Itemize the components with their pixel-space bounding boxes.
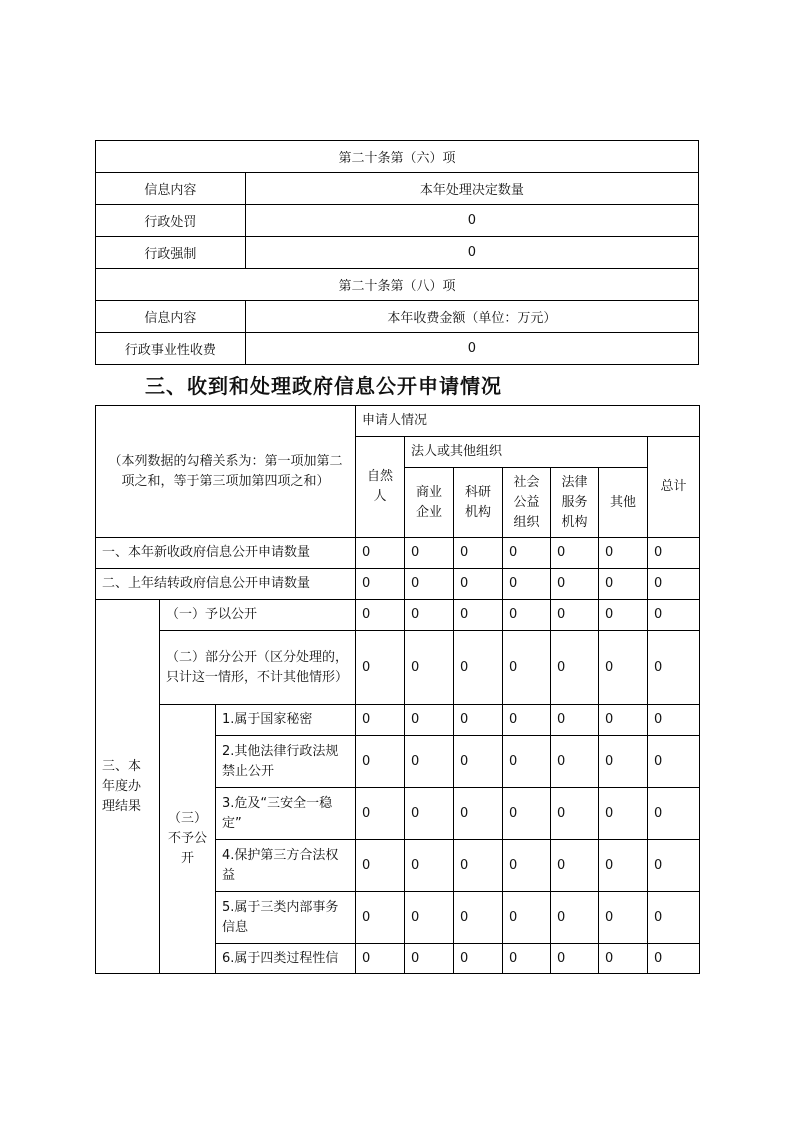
cell: 0 [503, 944, 551, 974]
cell: 0 [454, 840, 503, 892]
cell: 0 [599, 569, 648, 600]
cell: 0 [503, 631, 551, 705]
cell: 0 [503, 736, 551, 788]
cell: 0 [503, 600, 551, 631]
table-row [96, 237, 699, 269]
table-row [96, 141, 699, 173]
row-label: 2.其他法律行政法规禁止公开 [216, 736, 356, 788]
application-stats-table [95, 405, 700, 974]
cell: 0 [503, 705, 551, 736]
cell: 0 [454, 600, 503, 631]
cell: 0 [405, 705, 454, 736]
table-row [96, 569, 700, 600]
other-header: 其他 [599, 468, 648, 538]
table-row [96, 269, 699, 301]
cell: 0 [648, 569, 700, 600]
cell: 0 [648, 736, 700, 788]
cell: 0 [551, 569, 599, 600]
cell: 0 [405, 788, 454, 840]
cell: 0 [503, 569, 551, 600]
section-title: 三、收到和处理政府信息公开申请情况 [145, 374, 502, 398]
table-row [96, 705, 700, 736]
table-row [96, 173, 699, 205]
cell: 0 [503, 788, 551, 840]
relationship-note: （本列数据的勾稽关系为：第一项加第二项之和，等于第三项加第四项之和） [96, 406, 356, 538]
cell: 0 [405, 631, 454, 705]
cell: 0 [648, 631, 700, 705]
cell: 0 [356, 788, 405, 840]
row-value: 0 [245, 237, 698, 269]
cell: 0 [405, 600, 454, 631]
cell: 0 [648, 944, 700, 974]
column-header: 信息内容 [96, 173, 246, 205]
natural-person-header: 自然人 [356, 437, 405, 538]
cell: 0 [454, 631, 503, 705]
row-label: 行政事业性收费 [96, 333, 246, 365]
cell: 0 [551, 840, 599, 892]
cell: 0 [503, 892, 551, 944]
social-header: 社会公益组织 [503, 468, 551, 538]
cell: 0 [454, 538, 503, 569]
section-6-header: 第二十条第（六）项 [96, 141, 699, 173]
cell: 0 [405, 736, 454, 788]
row-label: 一、本年新收政府信息公开申请数量 [96, 538, 356, 569]
total-header: 总计 [648, 437, 700, 538]
legal-org-header: 法人或其他组织 [405, 437, 648, 468]
row-label: 5.属于三类内部事务信息 [216, 892, 356, 944]
cell: 0 [551, 600, 599, 631]
cell: 0 [599, 600, 648, 631]
cell: 0 [356, 840, 405, 892]
cell: 0 [648, 788, 700, 840]
cell: 0 [356, 631, 405, 705]
cell: 0 [356, 736, 405, 788]
table-row [96, 301, 699, 333]
cell: 0 [356, 892, 405, 944]
nondisclose-label: （三）不予公开 [160, 705, 216, 974]
cell: 0 [648, 892, 700, 944]
cell: 0 [599, 631, 648, 705]
cell: 0 [599, 736, 648, 788]
cell: 0 [551, 538, 599, 569]
cell: 0 [405, 569, 454, 600]
table-row [96, 333, 699, 365]
cell: 0 [599, 705, 648, 736]
cell: 0 [551, 631, 599, 705]
row-label: 二、上年结转政府信息公开申请数量 [96, 569, 356, 600]
section-8-header: 第二十条第（八）项 [96, 269, 699, 301]
cell: 0 [551, 944, 599, 974]
row-label: 行政强制 [96, 237, 246, 269]
cell: 0 [454, 944, 503, 974]
cell: 0 [356, 705, 405, 736]
cell: 0 [454, 705, 503, 736]
cell: 0 [454, 892, 503, 944]
cell: 0 [454, 736, 503, 788]
research-header: 科研机构 [454, 468, 503, 538]
cell: 0 [551, 788, 599, 840]
cell: 0 [648, 705, 700, 736]
cell: 0 [648, 600, 700, 631]
row-label: 6.属于四类过程性信 [216, 944, 356, 974]
table-row [96, 205, 699, 237]
row-value: 0 [245, 205, 698, 237]
table-row [96, 538, 700, 569]
row-label: （一）予以公开 [160, 600, 356, 631]
cell: 0 [599, 892, 648, 944]
cell: 0 [405, 840, 454, 892]
cell: 0 [356, 600, 405, 631]
row-label: 1.属于国家秘密 [216, 705, 356, 736]
column-header: 本年处理决定数量 [245, 173, 698, 205]
cell: 0 [405, 892, 454, 944]
legal-service-header: 法律服务机构 [551, 468, 599, 538]
cell: 0 [356, 944, 405, 974]
row-label: 3.危及“三安全一稳定” [216, 788, 356, 840]
cell: 0 [503, 538, 551, 569]
table-row [96, 406, 700, 437]
cell: 0 [599, 788, 648, 840]
disclosure-table-20 [95, 140, 699, 365]
column-header: 信息内容 [96, 301, 246, 333]
cell: 0 [356, 538, 405, 569]
row-label: （二）部分公开（区分处理的，只计这一情形，不计其他情形） [160, 631, 356, 705]
cell: 0 [599, 944, 648, 974]
cell: 0 [599, 538, 648, 569]
cell: 0 [356, 569, 405, 600]
cell: 0 [454, 569, 503, 600]
cell: 0 [454, 788, 503, 840]
cell: 0 [599, 840, 648, 892]
row-label: 行政处罚 [96, 205, 246, 237]
cell: 0 [503, 840, 551, 892]
result-label: 三、本年度办理结果 [96, 600, 160, 974]
row-value: 0 [245, 333, 698, 365]
commercial-header: 商业企业 [405, 468, 454, 538]
column-header: 本年收费金额（单位：万元） [245, 301, 698, 333]
cell: 0 [551, 705, 599, 736]
applicant-header: 申请人情况 [356, 406, 700, 437]
row-label: 4.保护第三方合法权益 [216, 840, 356, 892]
cell: 0 [648, 840, 700, 892]
cell: 0 [405, 538, 454, 569]
table-row [96, 600, 700, 631]
cell: 0 [551, 892, 599, 944]
table-row [96, 631, 700, 705]
cell: 0 [648, 538, 700, 569]
cell: 0 [405, 944, 454, 974]
cell: 0 [551, 736, 599, 788]
